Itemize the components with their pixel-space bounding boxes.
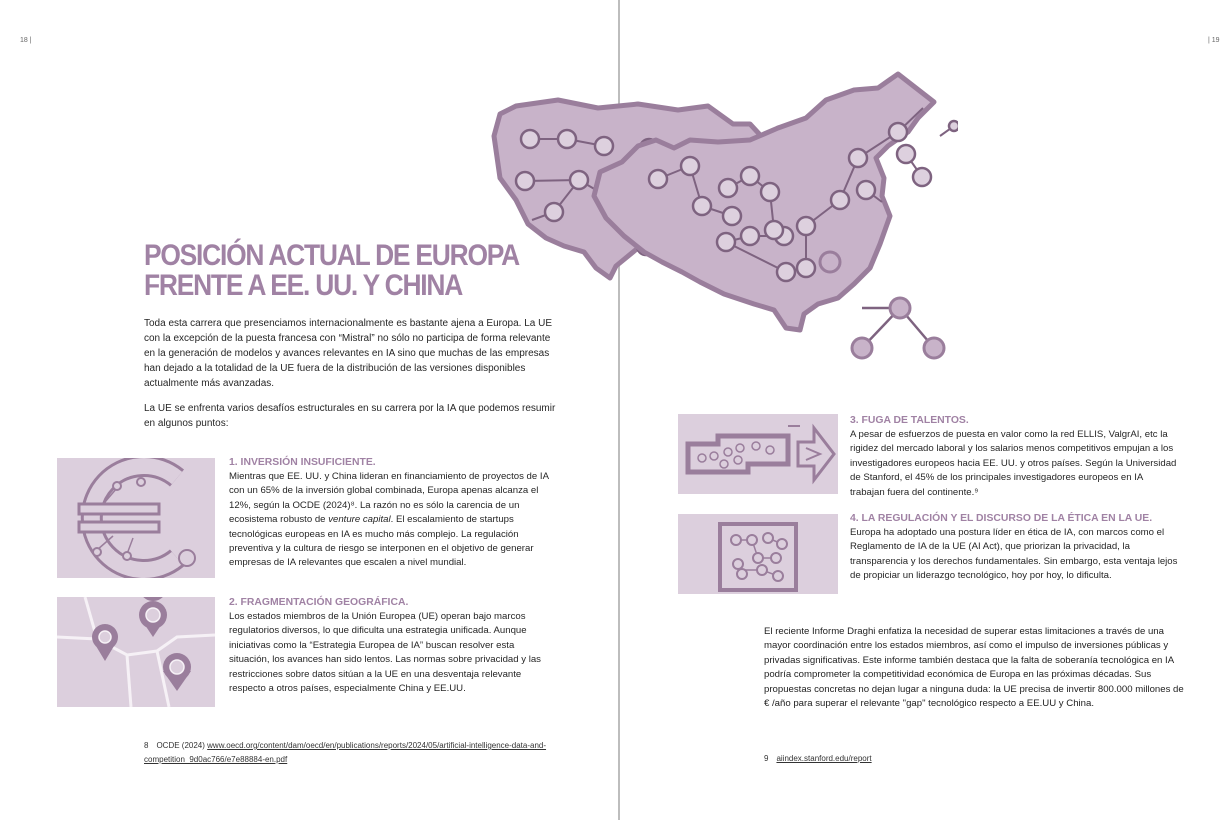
title-line-1: POSICIÓN ACTUAL DE EUROPA <box>144 239 520 272</box>
point-1-text <box>229 470 549 571</box>
point-1-text-a: Mientras que EE. UU. y China lideran en financiamiento de proyectos de IA con un 65% de la inversión global combinada, Europa apenas alcanza el 12%, según la OCDE (2024)⁸. La razón no es sólo la carencia de un ecosistema robusto de <box>229 471 549 526</box>
euro-circuit-box <box>57 458 215 578</box>
footnote-9-link[interactable]: aiindex.stanford.edu/report <box>776 754 872 763</box>
page-number-left: 18 | <box>20 37 32 44</box>
footnote-8-source: OCDE (2024) <box>156 741 205 750</box>
page-title <box>144 239 520 302</box>
footnote-8-number: 8 <box>144 741 149 750</box>
point-3-title: 3. FUGA DE TALENTOS. <box>850 415 969 426</box>
map-pins-box <box>57 597 215 707</box>
footnote-8-link[interactable]: www.oecd.org/content/dam/oecd/en/publications/reports/2024/05/artificial-intelligence-data-and-competition_9d0ac766/e7e88884-en.pdf <box>144 741 547 764</box>
footnote-8 <box>144 739 564 767</box>
map-pins-icon <box>57 597 215 707</box>
point-4 <box>850 512 1180 584</box>
euro-circuit-icon <box>57 458 215 578</box>
point-3-text: A pesar de esfuerzos de puesta en valor como la red ELLIS, ValgrAI, etc la rigidez del mercado laboral y los salarios menos competitivos empujan a los investigadores europeos hacia EE. UU. y otros países. Según la Universidad de Stanford, el 45% de los principales investigadores europeos en IA trabajan fuera del continente.⁹ <box>850 429 1177 498</box>
footnote-9-number: 9 <box>764 754 769 763</box>
point-1-text-italic: venture capital <box>328 514 391 526</box>
point-2-text: Los estados miembros de la Unión Europea (UE) operan bajo marcos regulatorios diversos, lo que dificulta una estrategia unificada. Aunque iniciativas como la “Estrategia Europea de IA” buscan resolver esta situación, los avances han sido lentos. Las normas sobre privacidad y las restricciones sobre datos sitúan a la UE en una desventaja relevante respecto a otros países, especialmente China y EE.UU. <box>229 611 541 695</box>
title-line-2: FRENTE A EE. UU. Y CHINA <box>144 269 463 302</box>
footnote-9 <box>764 752 1064 766</box>
brain-drain-arrow-icon <box>678 414 838 494</box>
point-1 <box>229 456 549 571</box>
draghi-paragraph: El reciente Informe Draghi enfatiza la necesidad de superar estas limitaciones a través de una mayor coordinación entre los estados miembros, así como el impulso de inversiones públicas y privadas significativas. Este informe también destaca que la falta de soberanía tecnológica en IA podría comprometer la competitividad económica de Europa en las próximas décadas. Sus propuestas concretas no dejan lugar a ninguna duda: la UE precisa de invertir 800.000 millones de € /año para superar el relevante "gap" tecnológico respecto a EE.UU y China. <box>764 626 1184 710</box>
point-2 <box>229 596 549 696</box>
intro-paragraph-2: La UE se enfrenta varios desafíos estructurales en su carrera por la IA que podemos resumir en algunos puntos: <box>144 403 556 429</box>
point-1-title: 1. INVERSIÓN INSUFICIENTE. <box>229 457 376 468</box>
point-4-text: Europa ha adoptado una postura líder en ética de IA, con marcos como el Reglamento de IA de la UE (AI Act), que priorizan la privacidad, la transparencia y los derechos fundamentales. Sin embargo, esta ventaja lejos de propiciar un liderazgo tecnológico, hoy por hoy, lo dificulta. <box>850 527 1178 582</box>
regulation-chip-icon <box>678 514 838 594</box>
point-2-title: 2. FRAGMENTACIÓN GEOGRÁFICA. <box>229 597 409 608</box>
point-3 <box>850 414 1180 500</box>
brain-drain-box <box>678 414 838 494</box>
intro-paragraph-1: Toda esta carrera que presenciamos internacionalmente es bastante ajena a Europa. La UE con la excepción de la puesta francesa con “Mistral” no sólo no participa de forma relevante en la generación de modelos y avances relevantes en IA sino que muchas de las empresas han dejado a la totalidad de la UE fuera de la distribución de las versiones disponibles actualmente más avanzadas. <box>144 318 553 389</box>
point-1-text-b: . El escalamiento de startups tecnológicas europeas en IA es mucho más complejo. La regulación preventiva y la cultura de riesgo se interponen en el objetivo de generar empresas de IA relevantes que escalen a nivel mundial. <box>229 514 534 569</box>
point-4-title: 4. LA REGULACIÓN Y EL DISCURSO DE LA ÉTICA EN LA UE. <box>850 513 1153 524</box>
page-number-right: | 19 <box>1208 37 1220 44</box>
regulation-box <box>678 514 838 594</box>
